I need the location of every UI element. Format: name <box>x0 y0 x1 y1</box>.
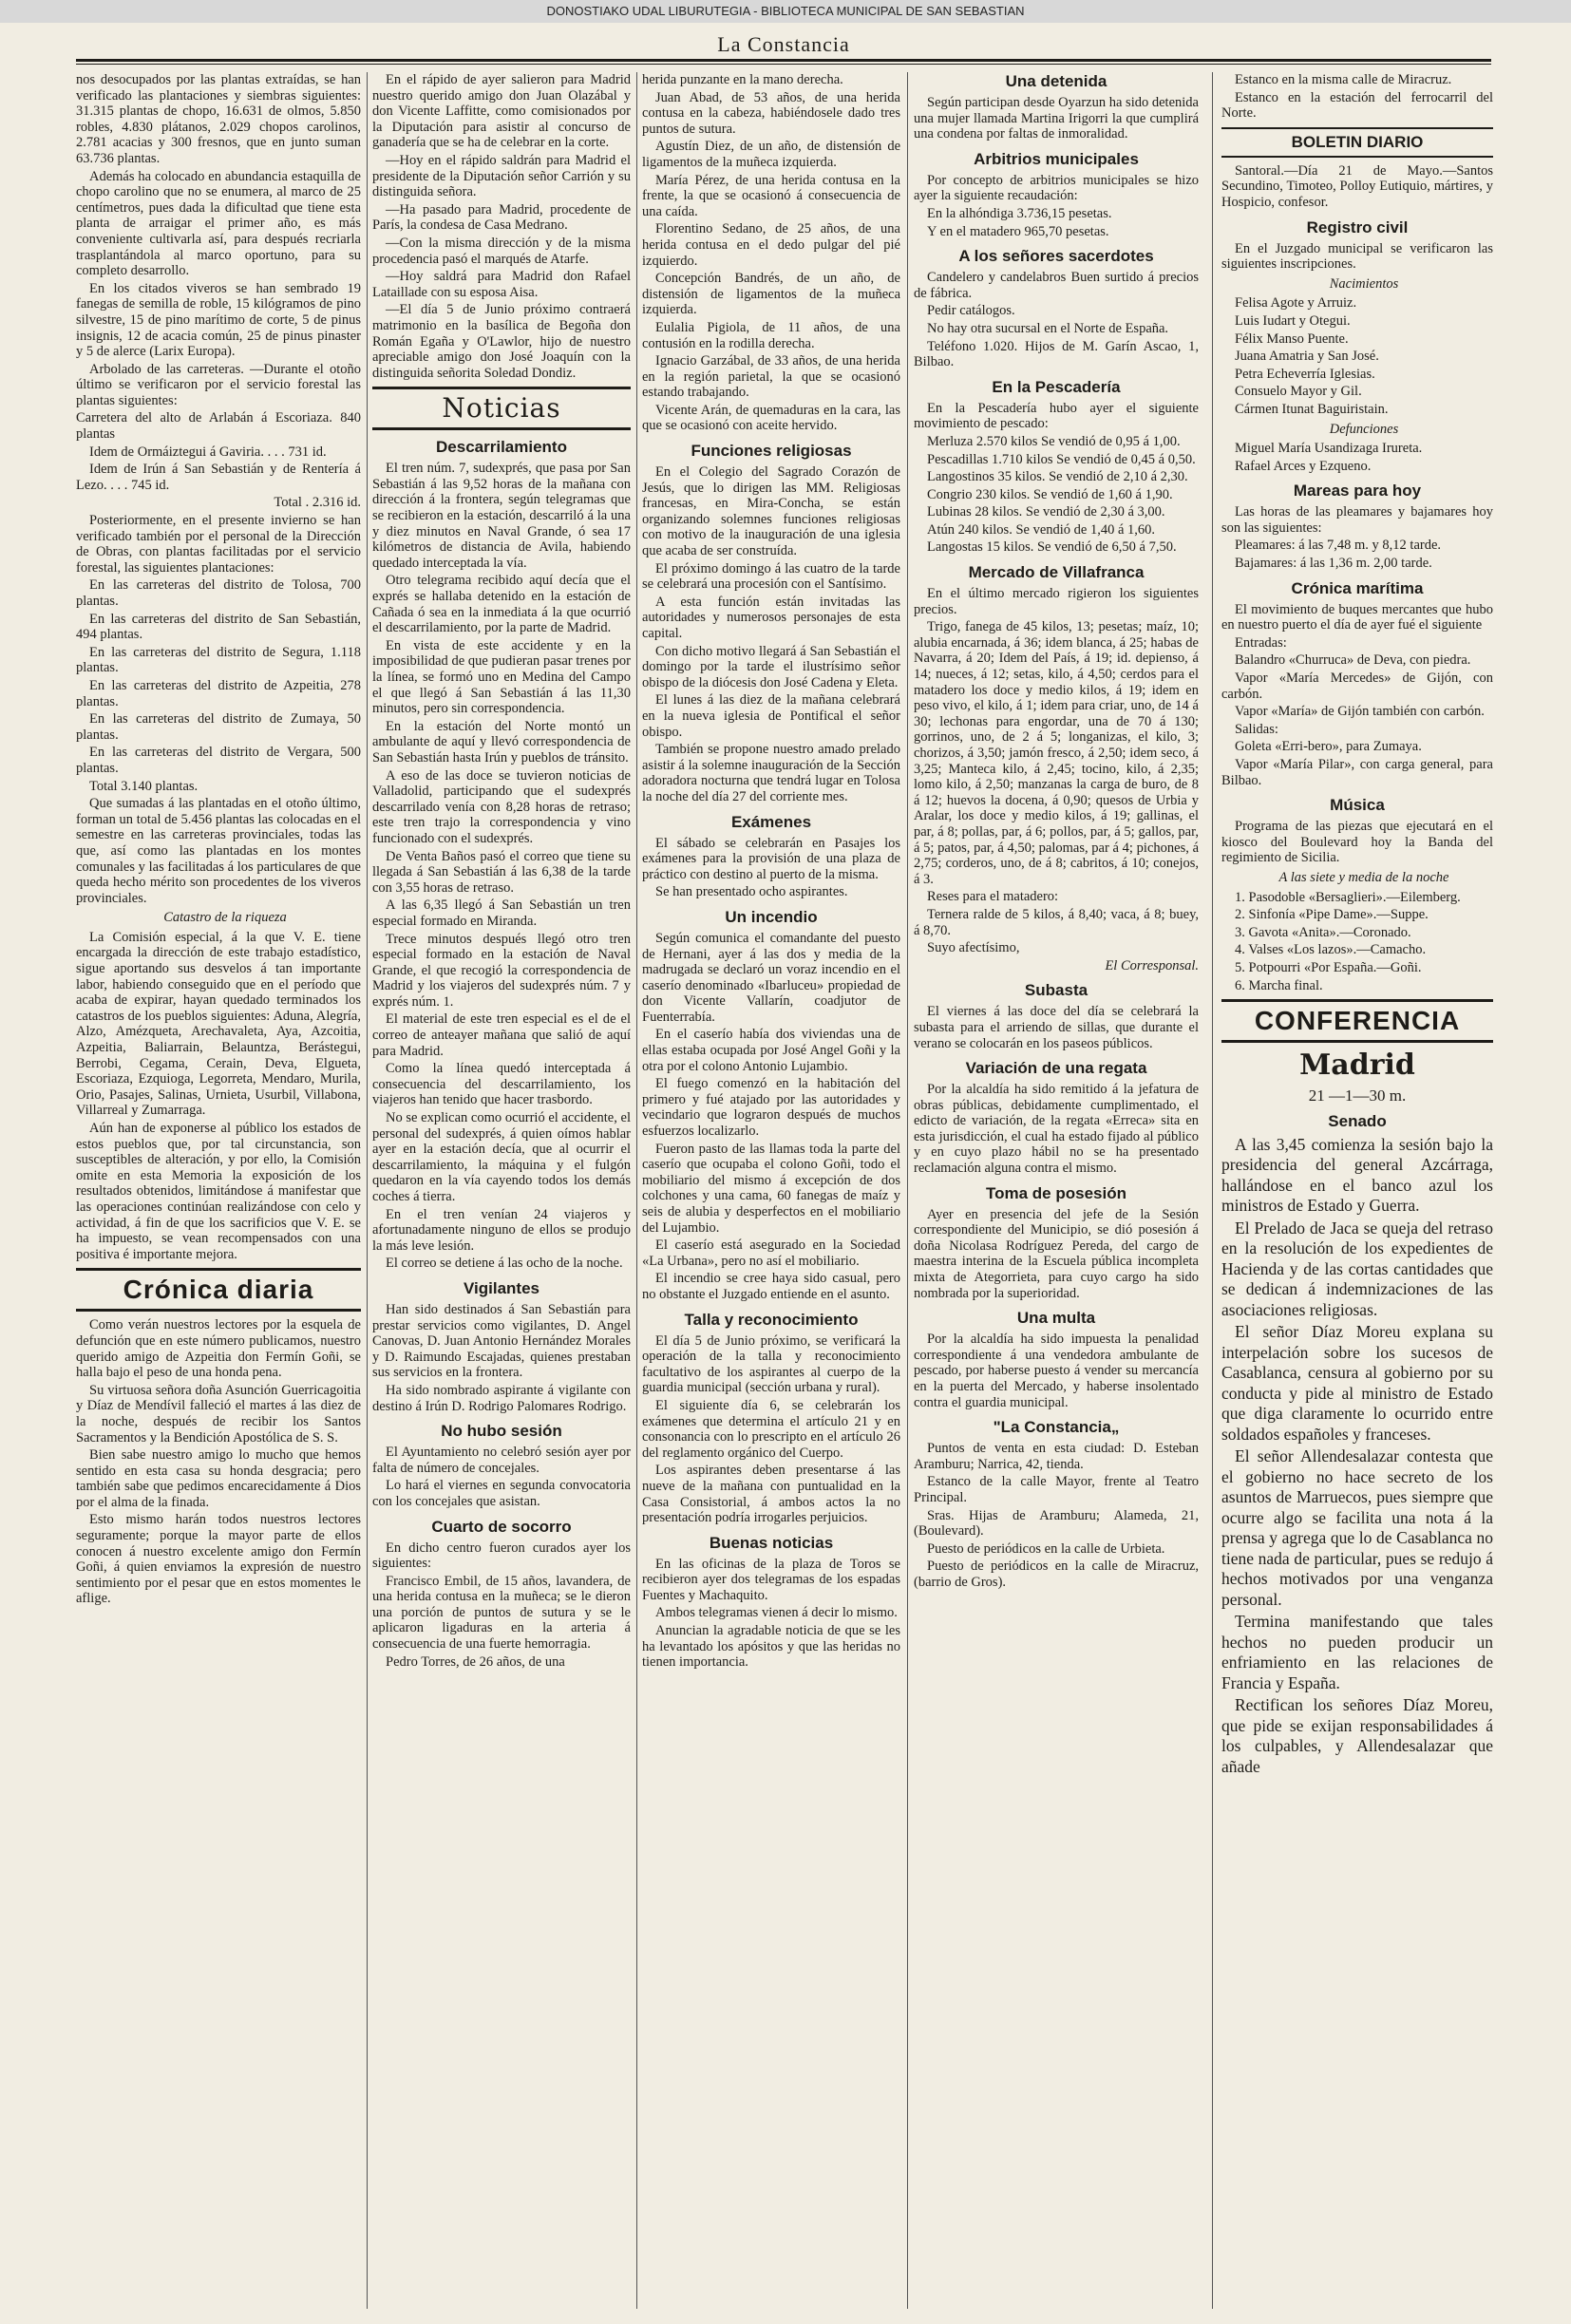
paragraph: El material de este tren especial es el de el correo de anteayer mañana que salió de aquí para Madrid. <box>372 1011 631 1059</box>
paragraph: Aún han de exponerse al público los estados de estos pueblos que, por tal circunstancia, son susceptibles de alteración, y por ello, la Comisión omite en esta Memoria la exposición de los resultados obtenidos, limitándose á manifestar que las operaciones continúan realizándose con celo y actividad, á fin de que los sacrificios que V. E. se ha impuesto, se vean recompensados con una positiva é importante mejora. <box>76 1121 361 1262</box>
article-headline: En la Pescadería <box>992 377 1121 396</box>
table-row: Carretera del alto de Arlabán á Escoriaza. 840 plantas <box>76 410 361 443</box>
article-headline: Música <box>1330 796 1385 815</box>
paragraph: El correo se detiene á las ocho de la noche. <box>386 1256 623 1272</box>
list-item: Luis Iudart y Otegui. <box>1235 312 1351 329</box>
paragraph: nos desocupados por las plantas extraídas, se han verificado las plantaciones y siembras siguientes: 31.315 plantas de chopo, 16.631 de olmos, 5.850 robles, 4.830 plátanos, 2.029 chopos carolinos, 2.781 acacias y 300 fresnos, que en junto suman 63.736 plantas. <box>76 72 361 166</box>
subheading: A las siete y media de la noche <box>1278 869 1449 885</box>
list-item: Pescadillas 1.710 kilos Se vendió de 0,45 á 0,50. <box>927 451 1196 467</box>
paragraph: Ayer en presencia del jefe de la Sesión correspondiente del Municipio, se dió posesión á doña Nicolasa Rodríguez Pereda, del cargo de maestra interina de la Escuela pública incompleta mixta de Ategorrieta, para cuyo cargo ha sido nombrada por la superioridad. <box>914 1206 1199 1301</box>
paragraph: En dicho centro fueron curados ayer los siguientes: <box>372 1540 631 1572</box>
paragraph: Se han presentado ocho aspirantes. <box>655 884 848 900</box>
article-headline: Una detenida <box>1005 72 1107 90</box>
paragraph: —Con la misma dirección y de la misma procedencia pasó el marqués de Atarfe. <box>372 235 631 267</box>
paragraph: El movimiento de buques mercantes que hubo en nuestro puerto el día de ayer fué el siguiente <box>1221 601 1493 633</box>
paragraph: Balandro «Churruca» de Deva, con piedra. <box>1235 652 1471 669</box>
paragraph: En las carreteras del distrito de Azpeitia, 278 plantas. <box>76 677 361 709</box>
article-headline: No hubo sesión <box>441 1422 562 1441</box>
paragraph: Reses para el matadero: <box>927 889 1059 905</box>
list-item: 3. Gavota «Anita».—Coronado. <box>1235 924 1411 940</box>
paragraph: El viernes á las doce del día se celebrará la subasta para el arriendo de sillas, que durante el verano se colocarán en los paseos públicos. <box>914 1004 1199 1051</box>
section-banner <box>372 387 631 430</box>
paragraph: En el Colegio del Sagrado Corazón de Jesús, que lo dirigen las MM. Religiosas francesas, en Mira-Concha, se están organizando solemnes funciones religiosas con motivo de la inauguración de una iglesia que acaba de ser construída. <box>642 464 900 559</box>
paragraph: En el rápido de ayer salieron para Madrid nuestro querido amigo don Juan Olazábal y don Vicente Laffitte, como comisionados por la Diputación para asistir al concurso de ganadería que se ha de celebrar en la corte. <box>372 72 631 151</box>
paragraph: —Hoy saldrá para Madrid don Rafael Lataillade con su esposa Aisa. <box>372 269 631 300</box>
article-headline: "La Constancia„ <box>993 1418 1120 1437</box>
list-item: Langostinos 35 kilos. Se vendió de 2,10 á 2,30. <box>927 469 1188 485</box>
article-headline: Cuarto de socorro <box>431 1517 572 1536</box>
paragraph: El sábado se celebrarán en Pasajes los exámenes para la provisión de una plaza de práctico con destino al puerto de la misma. <box>642 835 900 882</box>
section-banner <box>76 1268 361 1312</box>
paragraph: Vapor «María Mercedes» de Gijón, con carbón. <box>1221 671 1493 702</box>
paragraph: Según comunica el comandante del puesto de Hernani, ayer á las dos y media de la madrugada se declaró un voraz incendio en el caserío denominado «Ibarluceu» propiedad de don Vicente Vallarín, coadjutor de Fuenterrabía. <box>642 930 900 1025</box>
archive-header: DONOSTIAKO UDAL LIBURUTEGIA - BIBLIOTECA MUNICIPAL DE SAN SEBASTIAN <box>0 0 1571 23</box>
paragraph: En vista de este accidente y en la imposibilidad de que pudieran pasar trenes por la línea, se formó uno en Medina del Campo el que llegó á San Sebastián á las 11,30 minutos, pero sin correspondencia. <box>372 637 631 717</box>
paragraph: Anuncian la agradable noticia de que se les ha levantado los apósitos y que las heridas no tienen importancia. <box>642 1623 900 1671</box>
article-headline: Un incendio <box>725 907 818 926</box>
list-item: Petra Echeverría Iglesias. <box>1235 366 1375 382</box>
paragraph: Ternera ralde de 5 kilos, á 8,40; vaca, á 8; buey, á 8,70. <box>914 906 1199 938</box>
paragraph: Ignacio Garzábal, de 33 años, de una herida en la región parietal, la que se ocasionó estando trabajando. <box>642 353 900 401</box>
article-headline: Arbitrios municipales <box>974 149 1139 168</box>
article-headline: Descarrilamiento <box>436 438 567 457</box>
paragraph: No se explican como ocurrió el accidente, el personal del sudexprés, á quien oímos hablar ayer en la estación decía, que al ocurrir el descarrilamiento, la máquina y el fulgón quedaron en la vía cayendo todos los demás coches á tierra. <box>372 1110 631 1204</box>
paragraph: Suyo afectísimo, <box>927 940 1020 956</box>
paragraph: Posteriormente, en el presente invierno se han verificado también por el personal de la Dirección de Obras, con plantas facilitadas por el servicio forestal, las siguientes plantaciones: <box>76 513 361 576</box>
paragraph: Florentino Sedano, de 25 años, de una herida contusa en el dedo pulgar del pié izquierdo. <box>642 221 900 269</box>
paragraph: María Pérez, de una herida contusa en la frente, la que se ocasionó á consecuencia de una caída. <box>642 172 900 219</box>
paragraph: Vapor «María» de Gijón también con carbón. <box>1235 704 1485 720</box>
paragraph: Que sumadas á las plantadas en el otoño último, forman un total de 5.456 plantas las colocadas en el semestre en las carreteras provinciales, todas las que, así como las plantadas en los montes comunales y las facilitadas á los particulares de que queda hecho mérito son procedentes de los viveros provinciales. <box>76 796 361 906</box>
table-row: Idem de Irún á San Sebastián y de Rentería á Lezo. . . . 745 id. <box>76 462 361 493</box>
birth-list <box>1221 295 1493 417</box>
paragraph: Otro telegrama recibido aquí decía que el exprés se hallaba detenido en la estación de Cañada ó sea en la inmediata á la que ocurrió el descarrilamiento, por la parte de Madrid. <box>372 573 631 636</box>
section-banner <box>1221 999 1493 1043</box>
paragraph: —Hoy en el rápido saldrán para Madrid el presidente de la Diputación señor Carrión y su distinguida señora. <box>372 152 631 200</box>
paragraph: Bien sabe nuestro amigo lo mucho que hemos sentido en esta casa su honda desgracia; pero también sabe que pedimos encarecidamente á Dios por el alma de la finada. <box>76 1447 361 1510</box>
paragraph: Por la alcaldía ha sido impuesta la penalidad correspondiente á una vendedora ambulante de pescado, por haberse puesto á vender su mercancía en la puerta del Mercado, y haberse insolentado contra el guardia municipal. <box>914 1332 1199 1410</box>
paragraph: Con dicho motivo llegará á San Sebastián el domingo por la tarde el ilustrísimo señor obispo de la diócesis don José Cadena y Eleta. <box>642 643 900 690</box>
table-row: Idem de Ormáiztegui á Gaviria. . . . 731 id. <box>89 444 327 460</box>
table-total: Total . 2.316 id. <box>274 495 361 511</box>
list-item: 2. Sinfonía «Pipe Dame».—Suppe. <box>1235 907 1429 923</box>
paragraph: En el último mercado rigieron los siguientes precios. <box>914 586 1199 617</box>
paragraph: Arbolado de las carreteras. —Durante el otoño último se verificaron por el servicio forestal las plantas siguientes: <box>76 361 361 408</box>
paragraph: En las oficinas de la plaza de Toros se recibieron ayer dos telegramas de los espadas Fuentes y Machaquito. <box>642 1556 900 1603</box>
section-title: CONFERENCIA <box>1254 1006 1461 1036</box>
article-headline: Vigilantes <box>464 1278 539 1297</box>
paragraph: El Ayuntamiento no celebró sesión ayer por falta de número de concejales. <box>372 1445 631 1476</box>
paragraph: Han sido destinados á San Sebastián para prestar servicios como vigilantes, D. Angel Canovas, D. Juan Antonio Hernández Morales y D. Raimundo Escajadas, quienes prestaban sus servicios en la frontera. <box>372 1301 631 1381</box>
death-list <box>1221 441 1493 474</box>
dateline-city: Madrid <box>1299 1049 1415 1083</box>
paragraph: En las carreteras del distrito de Segura, 1.118 plantas. <box>76 644 361 676</box>
subheading: Defunciones <box>1329 421 1399 437</box>
paragraph: Además ha colocado en abundancia estaquilla de chopo carolino que no se enumera, al marco de 25 centímetros, pues dada la dificultad que tiene esta planta de arraigar el primer año, es más conveniente cultivarla así, para después recriarla trasplantándola al marco oportuno, para su completo desarrollo. <box>76 168 361 279</box>
section-title: BOLETIN DIARIO <box>1291 132 1424 151</box>
paragraph: Vapor «María Pilar», con carga general, para Bilbao. <box>1221 757 1493 788</box>
paragraph: En las carreteras del distrito de Tolosa, 700 plantas. <box>76 577 361 609</box>
paragraph: Francisco Embil, de 15 años, lavandera, de una herida contusa en la muñeca; se le dieron una porción de puntos de sutura y se le aplicaron ligaduras en la arteria á consecuencia de una fuerte hemorragia. <box>372 1573 631 1653</box>
list-item: Lubinas 28 kilos. Se vendió de 2,30 á 3,00. <box>927 504 1165 520</box>
paragraph: Y en el matadero 965,70 pesetas. <box>927 223 1109 239</box>
list-item: Atún 240 kilos. Se vendió de 1,40 á 1,60. <box>927 521 1156 538</box>
article-headline: Una multa <box>1016 1309 1096 1328</box>
paragraph: El incendio se cree haya sido casual, pero no obstante el Juzgado entiende en el asunto. <box>642 1271 900 1302</box>
paragraph: El lunes á las diez de la mañana celebrará en la nueva iglesia de Pontifical el señor obispo. <box>642 692 900 740</box>
paragraph: La Comisión especial, á la que V. E. tiene encargada la dirección de este trabajo estadístico, sigue aportando sus desvelos á tan importante labor, habiendo conseguido que en el período que acaba de expirar, hayan quedado terminados los catastros de los pueblos siguientes: Aduna, Alegría, Alzo, Amézqueta, Arechavaleta, Aya, Azcoitia, Azpeitia, Baliarrain, Belauntza, Berástegui, Berrobi, Cegama, Cerain, Deva, Elgueta, Escoriaza, Ezquioga, Legorreta, Mendaro, Murila, Orio, Pasajes, Salinas, Urnieta, Usurbil, Villabona, Villarreal y Zumarraga. <box>76 929 361 1119</box>
paragraph: Juan Abad, de 53 años, de una herida contusa en la cabeza, habiéndosele dado tres puntos de sutura. <box>642 89 900 137</box>
section-title: Noticias <box>442 392 561 425</box>
paragraph: Concepción Bandrés, de un año, de distensión de ligamentos de la muñeca izquierda. <box>642 271 900 318</box>
article-headline: A los señores sacerdotes <box>958 247 1154 266</box>
paragraph: Pedir catálogos. <box>927 303 1015 319</box>
column-divider <box>367 72 368 2309</box>
paragraph: Según participan desde Oyarzun ha sido detenida una mujer llamada Martina Irigorri la que cumplirá una condena por faltas de inmoralidad. <box>914 95 1199 142</box>
paragraph: Goleta «Erri-bero», para Zumaya. <box>1235 739 1422 755</box>
list-item: 1. Pasodoble «Bersaglieri».—Eilemberg. <box>1235 889 1461 905</box>
list-item: Congrio 230 kilos. Se vendió de 1,60 á 1,90. <box>927 486 1173 502</box>
paragraph: El siguiente día 6, se celebrarán los exámenes que determina el artículo 21 y en consonancia con lo prescripto en el artículo 26 del reglamento orgánico del Cuerpo. <box>642 1397 900 1461</box>
signature: El Corresponsal. <box>1105 957 1199 973</box>
subheading: Catastro de la riqueza <box>163 910 287 926</box>
paragraph: —El día 5 de Junio próximo contraerá matrimonio en la basílica de Begoña don Román Egaña y O'Lawlor, hijo de nuestro apreciable amigo don José Joaquín con la distinguida señorita Soledad Dondiz. <box>372 302 631 381</box>
masthead-rule-thin <box>76 64 1491 65</box>
paragraph: Como verán nuestros lectores por la esquela de defunción que en este número publicamos, nuestro querido amigo de Azpeitia don Fermín Goñi, se halla bajo el peso de una honda pena. <box>76 1317 361 1381</box>
list-item: Langostas 15 kilos. Se vendió de 6,50 á 7,50. <box>927 539 1177 556</box>
paragraph: En la alhóndiga 3.736,15 pesetas. <box>927 205 1112 221</box>
paragraph: Programa de las piezas que ejecutará en el kiosco del Boulevard hoy la Banda del regimiento de Sicilia. <box>1221 819 1493 866</box>
paragraph: El señor Allendesalazar contesta que el gobierno no hace secreto de los asuntos de Marruecos, pues siempre que ocurre algo se facilita una nota á la prensa y agrega que lo de Casablanca no tiene nada de particular, pues se redujo á hechos motivados por una venganza personal. <box>1221 1446 1493 1609</box>
article-headline: Variación de una regata <box>965 1059 1147 1078</box>
column-divider <box>636 72 637 2309</box>
paragraph: —Ha pasado para Madrid, procedente de París, la condesa de Casa Medrano. <box>372 201 631 234</box>
paragraph: El señor Díaz Moreu explana su interpelación sobre los sucesos de Casablanca, censura al gobierno por su conducta y pide al ministro de Estado que diga claramente lo ocurrido entre soldados españoles y franceses. <box>1221 1322 1493 1444</box>
paragraph: El Prelado de Jaca se queja del retraso en la resolución de los expedientes de Hacienda y de las cortas cantidades que se dedican á indemnizaciones de las asociaciones religiosas. <box>1221 1218 1493 1319</box>
list-item: Miguel María Usandizaga Irureta. <box>1235 441 1423 457</box>
paragraph: Estanco en la estación del ferrocarril del Norte. <box>1221 89 1493 122</box>
paragraph: Teléfono 1.020. Hijos de M. Garín Ascao, 1, Bilbao. <box>914 338 1199 370</box>
list-item: 6. Marcha final. <box>1235 977 1323 993</box>
paragraph: Candelero y candelabros Buen surtido á precios de fábrica. <box>914 270 1199 301</box>
paragraph: El próximo domingo á las cuatro de la tarde se celebrará una procesión con el Santísimo. <box>642 560 900 593</box>
list-item: Rafael Arces y Ezqueno. <box>1235 458 1372 474</box>
paragraph: Salidas: <box>1235 721 1278 737</box>
column-5 <box>1221 72 1493 2314</box>
paragraph: En el Juzgado municipal se verificaron las siguientes inscripciones. <box>1221 240 1493 273</box>
paragraph: Lo hará el viernes en segunda convocatoria con los concejales que asistan. <box>372 1478 631 1509</box>
list-item: 5. Potpourri «Por España.—Goñi. <box>1235 959 1422 975</box>
list-item: 4. Valses «Los lazos».—Camacho. <box>1235 942 1427 958</box>
list-item: Felisa Agote y Arruiz. <box>1235 295 1357 312</box>
paragraph: En las carreteras del distrito de Vergara, 500 plantas. <box>76 745 361 776</box>
subheading: Nacimientos <box>1329 275 1399 292</box>
list-item: Consuelo Mayor y Gil. <box>1235 384 1362 400</box>
paragraph: En la estación del Norte montó un ambulante de aquí y llevó correspondencia de San Sebastián hasta Irún y pueblos de tránsito. <box>372 718 631 765</box>
paragraph: El fuego comenzó en la habitación del primero y fué atajado por las autoridades y vecindario que lograron después de muchos esfuerzos localizarlo. <box>642 1076 900 1140</box>
article-headline: Mercado de Villafranca <box>968 563 1145 582</box>
paragraph: A eso de las doce se tuvieron noticias de Valladolid, participando que el sudexprés descarrilado venía con 8,28 horas de retraso; este tren trajo la correspondencia y vino funcionado con el sudexprés. <box>372 767 631 846</box>
paragraph: Trece minutos después llegó otro tren especial formado en la estación de Naval Grande, el que recogió la correspondencia de Madrid y los viajeros del sudexprés núm. 7 y exprés núm. 1. <box>372 931 631 1010</box>
paragraph: El caserío está asegurado en la Sociedad «La Urbana», pero no así el mobiliario. <box>642 1238 900 1269</box>
column-3 <box>642 72 900 2314</box>
paragraph: En las carreteras del distrito de San Sebastián, 494 plantas. <box>76 611 361 643</box>
paragraph: Agustín Diez, de un año, de distensión de ligamentos de la muñeca izquierda. <box>642 139 900 170</box>
paragraph: A esta función están invitadas las autoridades y numerosos personajes de esta capital. <box>642 594 900 641</box>
list-item: Cármen Itunat Baguiristain. <box>1235 401 1389 417</box>
paragraph: Por la alcaldía ha sido remitido á la jefatura de obras públicas, debidamente cumplimentado, el edicto de variación, de la regata «Erreca» sita en esta jurisdicción, el cual ha estado fijado al público y en cuyo plazo hábil no se ha presentado reclamación alguna contra el mismo. <box>914 1082 1199 1177</box>
paragraph: Trigo, fanega de 45 kilos, 13; pesetas; maíz, 10; alubia encarnada, á 36; idem blanca, á 25; habas de Navarra, á 20; Idem del País, á 19; id. depienso, á 14; nueces, á 12; setas, kilo, á 4,50; cerdos para el matadero los doce y medio kilos, á 19; idem en peso vivo, el kilo, á 1; idem para criar, uno, de 14 á 30; lechonas para engordar, una de 70 á 130; gorrinos, uno, de 2 á 5; longanizas, el kilo, 3; chorizos, á 3,50; jamón fresco, á 2,50; idem seco, á 3,25; Manteca kilo, á 2,45; tocino, kilo, á 2,35; lomo kilo, á 2,50; manzanas la carga de buro, de 8 á 12; huevos la docena, á 0,90; quesos de Urbia y Aralar, los doce y medio kilos, á 19; gallinas, el par, á 8; pollas, par, á 6; pollos, par, á 5; gallos, par, á 5; patos, par, á 4,50; palomas, par á 4; pichones, á 2,75; corderos, uno, de á 8; cabritos, á 10; conejos, á 3. <box>914 619 1199 887</box>
column-1 <box>76 72 361 2314</box>
article-headline: Funciones religiosas <box>691 442 852 461</box>
column-divider <box>907 72 908 2309</box>
paragraph: Esto mismo harán todos nuestros lectores seguramente; porque la mayor parte de ellos conocen á nuestro excelente amigo don Fermín Goñi, á quien enviamos la expresión de nuestro sentimiento por el pesar que en estos momentes le aflige. <box>76 1512 361 1607</box>
paragraph: Termina manifestando que tales hechos no pueden producir un enfriamiento en las relaciones de Francia y España. <box>1221 1612 1493 1692</box>
article-headline: Crónica marítima <box>1291 578 1424 597</box>
newspaper-title: La Constancia <box>717 32 850 56</box>
paragraph: Pleamares: á las 7,48 m. y 8,12 tarde. <box>1235 538 1442 554</box>
paragraph: Total 3.140 plantas. <box>89 778 199 794</box>
conference-report <box>1221 1135 1493 1778</box>
paragraph: Santoral.—Día 21 de Mayo.—Santos Secundino, Timoteo, Polloy Eutiquio, mártires, y Hospicio, confesor. <box>1221 162 1493 210</box>
paragraph: Los aspirantes deben presentarse á las nueve de la mañana con puntualidad en la Casa Consistorial, á ambos actos la no presentación podría irrogarles perjuicios. <box>642 1463 900 1526</box>
article-headline: Mareas para hoy <box>1293 482 1422 501</box>
article-headline: Talla y reconocimiento <box>684 1310 859 1329</box>
column-divider <box>1212 72 1213 2309</box>
article-headline: Senado <box>1328 1111 1387 1130</box>
paragraph: Vicente Arán, de quemaduras en la cara, las que se ocasionó con aceite hervido. <box>642 402 900 434</box>
paragraph: herida punzante en la mano derecha. <box>642 72 843 87</box>
list-item: Merluza 2.570 kilos Se vendió de 0,95 á 1,00. <box>927 433 1181 449</box>
list-item: Juana Amatria y San José. <box>1235 349 1379 365</box>
paragraph: En los citados viveros se han sembrado 19 fanegas de semilla de roble, 15 kilógramos de pino silvestre, 15 de pino marítimo de corte, 5 de pinus insignis, 12 de acacia común, 25 de pinus pinaster y 5 de alerce (Larix Europa). <box>76 280 361 360</box>
paragraph: No hay otra sucursal en el Norte de España. <box>927 320 1169 336</box>
paragraph: Entradas: <box>1235 634 1287 651</box>
paragraph: En las carreteras del distrito de Zumaya, 50 plantas. <box>76 711 361 743</box>
paragraph: En la Pescadería hubo ayer el siguiente movimiento de pescado: <box>914 400 1199 432</box>
paragraph: Fueron pasto de las llamas toda la parte del caserío que ocupaba el colono Goñi, todo el mobiliario del mismo á excepción de dos colchones y una cama, 60 fanegas de maíz y seis de alubia y desperfectos en el mobiliario del Lujambio. <box>642 1141 900 1236</box>
list-item: Félix Manso Puente. <box>1235 331 1349 347</box>
paragraph: Puntos de venta en esta ciudad: D. Esteban Aramburu; Narrica, 42, tienda. <box>914 1441 1199 1472</box>
paragraph: Sras. Hijas de Aramburu; Alameda, 21, (Boulevard). <box>914 1507 1199 1540</box>
paragraph: Como la línea quedó interceptada á consecuencia del descarrilamiento, los viajeros han tenido que hacer trasbordo. <box>372 1061 631 1108</box>
paragraph: Estanco en la misma calle de Miracruz. <box>1235 72 1452 87</box>
paragraph: En el caserío había dos viviendas una de ellas estaba ocupada por José Angel Goñi y la otra por el colono Antonio Lujambio. <box>642 1027 900 1074</box>
paragraph: Por concepto de arbitrios municipales se hizo ayer la siguiente recaudación: <box>914 172 1199 204</box>
article-headline: Toma de posesión <box>986 1183 1126 1202</box>
paragraph: Eulalia Pigiola, de 11 años, de una contusión en la rodilla derecha. <box>642 319 900 351</box>
paragraph: El tren núm. 7, sudexprés, que pasa por San Sebastián á las 9,52 horas de la mañana con dirección á la frontera, según telegramas que se recibieron en la estación, descarriló á la una y diez minutos en Naval Grande, ó sea 17 kilómetros de distancia de Avila, habiendo quedado interceptada la vía. <box>372 461 631 571</box>
paragraph: Pedro Torres, de 26 años, de una <box>386 1653 565 1670</box>
column-2 <box>372 72 631 2314</box>
article-headline: Buenas noticias <box>709 1533 834 1552</box>
paragraph: Su virtuosa señora doña Asunción Guerricagoitia y Díaz de Mendívil falleció el martes á las diez de la noche, después de recibir los Santos Sacramentos y la Bendición Apostólica de S. S. <box>76 1382 361 1445</box>
article-headline: Subasta <box>1024 981 1088 1000</box>
section-banner <box>1221 127 1493 158</box>
paragraph: De Venta Baños pasó el correo que tiene su llegada á San Sebastián á las 6,38 de la tarde con 3,55 horas de retraso. <box>372 848 631 896</box>
paragraph: Ha sido nombrado aspirante á vigilante con destino á Irún D. Rodrigo Palomares Rodrigo. <box>372 1382 631 1414</box>
paragraph: A las 6,35 llegó á San Sebastián un tren especial formado en Miranda. <box>372 897 631 929</box>
article-headline: Registro civil <box>1306 217 1409 236</box>
paragraph: Bajamares: á las 1,36 m. 2,00 tarde. <box>1235 556 1432 572</box>
paragraph: Puesto de periódicos en la calle de Urbieta. <box>927 1540 1165 1557</box>
masthead <box>76 23 1491 66</box>
paragraph: Rectifican los señores Díaz Moreu, que pide se exijan responsabilidades á los culpables, y Allendesalazar que añade <box>1221 1695 1493 1776</box>
article-headline: Exámenes <box>730 812 812 831</box>
paragraph: En el tren venían 24 viajeros y afortunadamente ninguno de ellos se produjo la más leve lesión. <box>372 1206 631 1254</box>
paragraph: Ambos telegramas vienen á decir lo mismo. <box>655 1605 898 1621</box>
masthead-rule <box>76 59 1491 62</box>
section-title: Crónica diaria <box>123 1275 314 1305</box>
paragraph: A las 3,45 comienza la sesión bajo la presidencia del general Azcárraga, hallándose en el banco azul los ministros de Estado y Guerra. <box>1221 1134 1493 1216</box>
paragraph: Estanco de la calle Mayor, frente al Teatro Principal. <box>914 1474 1199 1505</box>
dateline: 21 —1—30 m. <box>1308 1086 1407 1105</box>
paragraph: Puesto de periódicos en la calle de Miracruz, (barrio de Gros). <box>914 1559 1199 1590</box>
paragraph: El día 5 de Junio próximo, se verificará la operación de la talla y reconocimiento facultativo de los aspirantes al cuerpo de la guardia municipal (sección urbana y rural). <box>642 1332 900 1396</box>
column-4 <box>914 72 1199 2314</box>
paragraph: Las horas de las pleamares y bajamares hoy son las siguientes: <box>1221 504 1493 536</box>
paragraph: También se propone nuestro amado prelado asistir á la solemne inauguración de la Sección adoradora nocturna que tendrá lugar en Tolosa la noche del día 27 del corriente mes. <box>642 742 900 804</box>
